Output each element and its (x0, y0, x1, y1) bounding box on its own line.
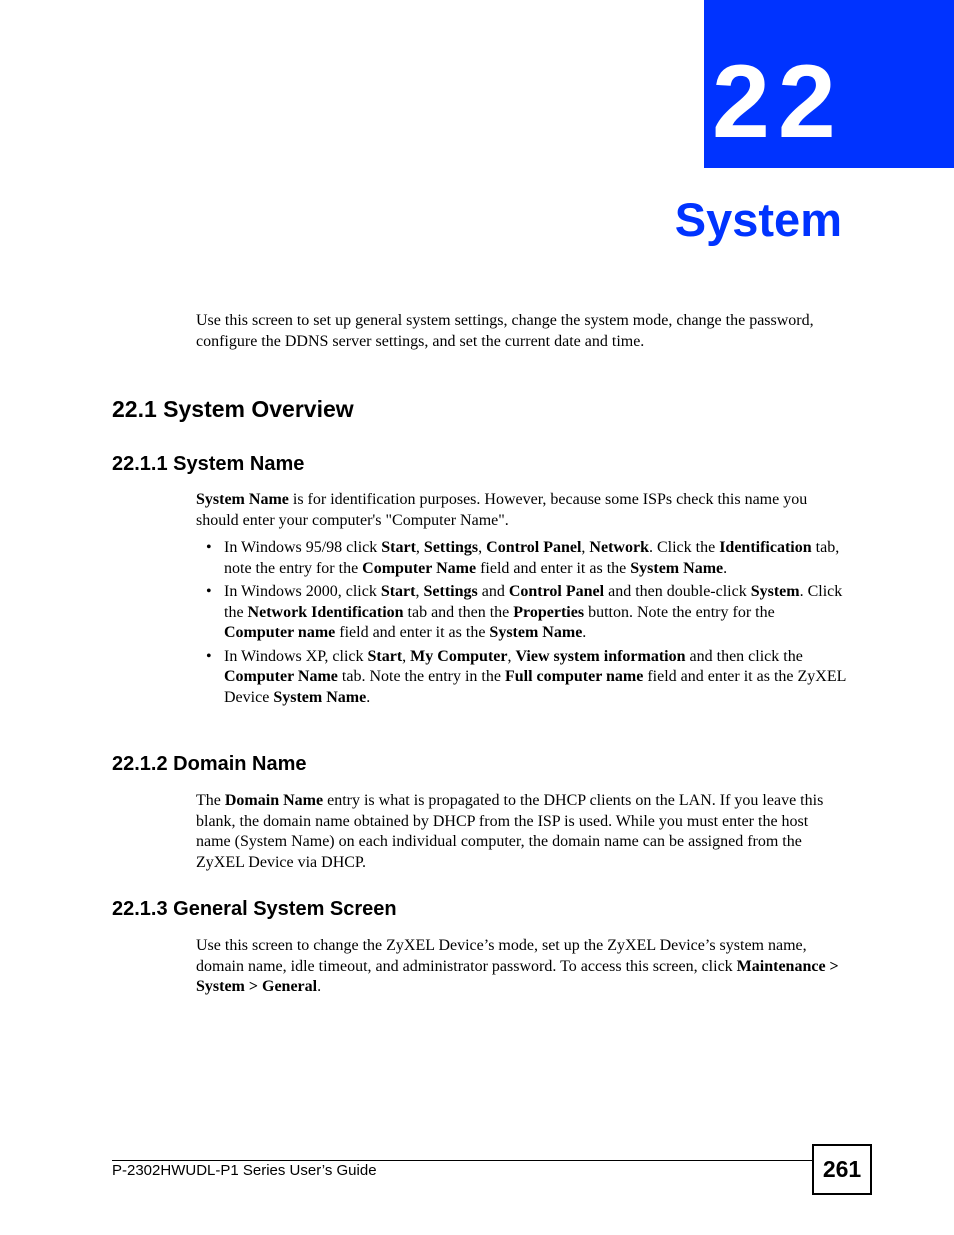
bullet-text (224, 648, 846, 706)
text-run: In Windows 2000, click (224, 583, 381, 600)
bold-term: Computer name (224, 624, 336, 641)
bold-term: System Name (630, 559, 724, 577)
text-run: and then click the (685, 647, 803, 665)
bold-term: Domain Name (224, 792, 324, 809)
text-run: tab and then the (403, 603, 514, 621)
bold-term: Maintenance > System > General (196, 957, 839, 995)
domain-name-paragraph (196, 791, 846, 873)
text-run: In Windows XP, click (224, 647, 368, 665)
bold-term: Settings (423, 539, 479, 556)
text-run: , (415, 583, 424, 600)
text-run: button. Note the entry for the (584, 603, 775, 621)
bold-term: View system information (515, 647, 686, 665)
bold-term: System Name (196, 491, 289, 508)
bullet-dot: • (206, 539, 212, 556)
intro-paragraph: Use this screen to set up general system settings, change the system mode, change the password, configure the DDNS server settings, and set the current date and time. (196, 312, 814, 350)
system-name-paragraph (196, 490, 846, 531)
bold-term: System Name (273, 688, 367, 706)
text-run: . Click the (224, 583, 843, 621)
bullet-windows-2000 (196, 582, 846, 644)
text-run: tab, note the entry for the (224, 539, 840, 577)
bold-term: Start (381, 539, 416, 556)
bold-term: System (750, 583, 800, 600)
bold-term: System Name (489, 624, 583, 641)
text-run: field and enter it as the (335, 624, 490, 641)
section-heading-domain-name: 22.1.2 Domain Name (112, 753, 307, 775)
text-run: entry is what is propagated to the DHCP clients on the LAN. If you leave this blank, the domain name obtained by DHCP from the ISP is used. While you must enter the host name (System Name) on each individual computer, the domain name can be assigned from the ZyXEL Device via DHCP. (196, 792, 824, 871)
text-run: field and enter it as the ZyXEL Device (224, 668, 846, 706)
bold-term: Settings (423, 583, 478, 600)
bullet-windows-95-98 (196, 538, 846, 579)
text-run: , (581, 539, 590, 556)
text-run: and (477, 583, 509, 600)
text-run: , (507, 647, 516, 665)
bold-term: Identification (719, 539, 812, 556)
bold-term: Control Panel (508, 583, 605, 600)
bullet-dot: • (206, 583, 212, 600)
text-run: is for identification purposes. However, because some ISPs check this name you should enter your computer's "Computer Name". (196, 491, 808, 529)
bold-term: Network (589, 539, 649, 556)
bullet-text (224, 583, 842, 641)
text-run: and then double-click (604, 583, 751, 600)
text-run: tab. Note the entry in the (337, 668, 505, 685)
text-run: . Click the (648, 539, 720, 556)
bold-term: My Computer (410, 647, 508, 665)
bold-term: Full computer name (504, 668, 644, 685)
text-run: . (723, 559, 728, 577)
text-run: . (582, 624, 587, 641)
bullet-dot: • (206, 647, 212, 665)
chapter-number: 22 (712, 44, 844, 160)
page-number: 261 (812, 1144, 872, 1195)
chapter-title: System (674, 193, 842, 246)
text-run: The (196, 792, 225, 809)
system-name-bullet-list (196, 538, 846, 711)
section-heading-general-system-screen: 22.1.3 General System Screen (112, 898, 397, 920)
bold-term: Properties (513, 603, 585, 621)
section-heading-system-name: 22.1.1 System Name (112, 453, 305, 475)
text-run: , (415, 539, 424, 556)
text-run: field and enter it as the (476, 559, 631, 577)
bold-term: Computer Name (362, 559, 477, 577)
bold-term: Computer Name (224, 668, 338, 685)
bullet-text (224, 539, 839, 577)
bold-term: Start (380, 583, 416, 600)
bold-term: Network Identification (247, 603, 404, 621)
footer-guide-title: P-2302HWUDL-P1 Series User’s Guide (112, 1162, 377, 1179)
bold-term: Start (367, 647, 403, 665)
bullet-windows-xp (196, 647, 846, 709)
bold-term: Control Panel (486, 539, 582, 556)
text-run: In Windows 95/98 click (224, 539, 382, 556)
text-run: . (366, 688, 371, 706)
general-system-paragraph (196, 936, 846, 998)
text-run: Use this screen to change the ZyXEL Device’s mode, set up the ZyXEL Device’s system name, domain name, idle timeout, and administrator password. To access this screen, click (196, 937, 807, 975)
section-heading-system-overview: 22.1 System Overview (112, 396, 354, 422)
text-run: , (402, 647, 411, 665)
text-run: , (478, 539, 487, 556)
text-run: . (317, 978, 322, 995)
